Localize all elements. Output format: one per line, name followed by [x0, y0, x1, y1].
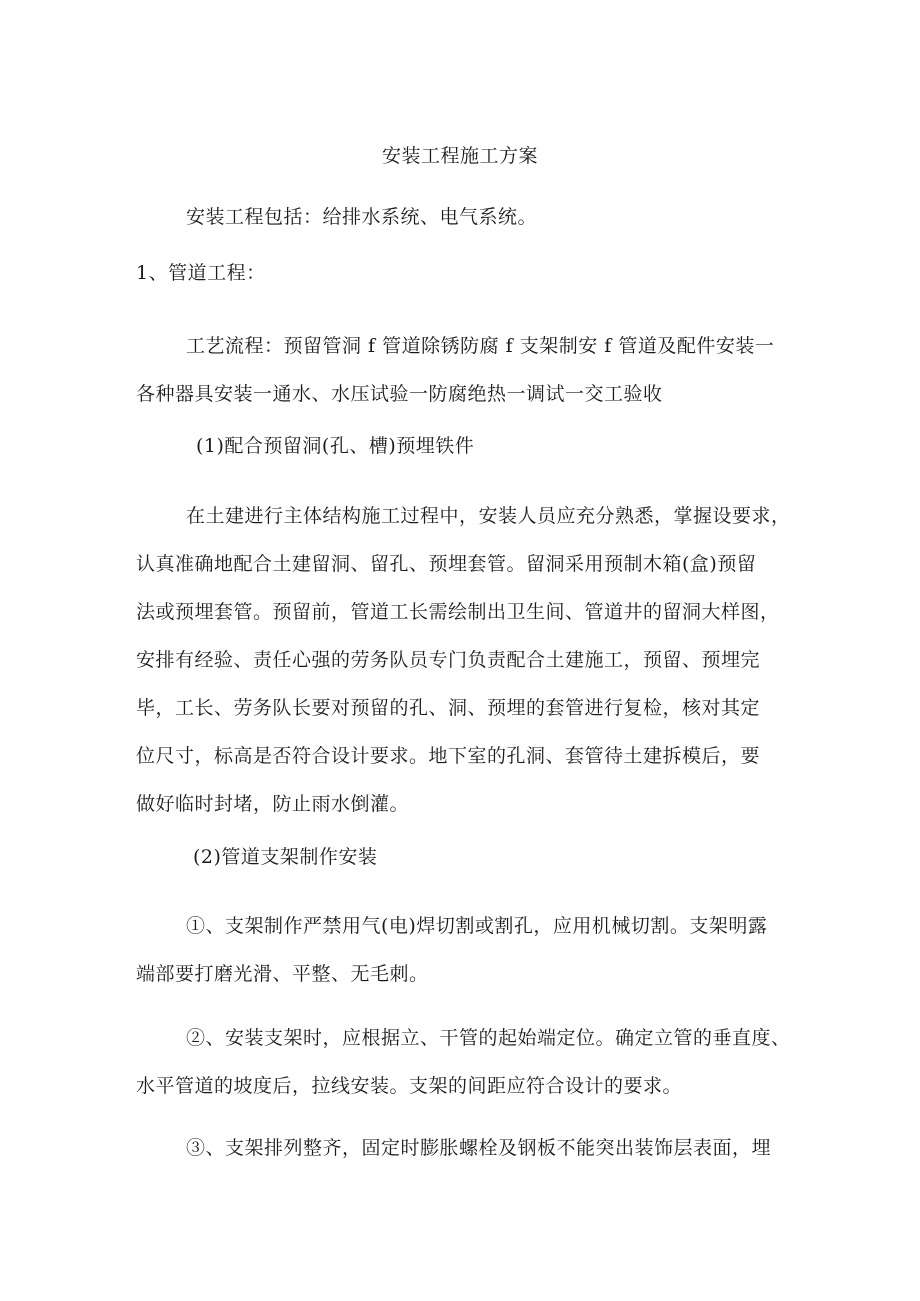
list-item-2-line-1: ②、安装支架时，应根据立、干管的起始端定位。确定立管的垂直度、	[186, 1027, 791, 1049]
list-item-3-line-1: ③、支架排列整齐，固定时膨胀螺栓及钢板不能突出装饰层表面，埋	[186, 1137, 772, 1159]
section-heading-pipe-works: 1、管道工程：	[136, 262, 266, 284]
subsection-heading-pipe-supports: (2)管道支架制作安装	[193, 846, 378, 868]
paragraph-line: 安排有经验、责任心强的劳务队员专门负责配合土建施工，预留、预埋完	[136, 649, 761, 671]
list-item-1-line-1: ①、支架制作严禁用气(电)焊切割或割孔，应用机械切割。支架明露	[186, 915, 768, 937]
list-item-1-line-2: 端部要打磨光滑、平整、无毛刺。	[136, 963, 429, 985]
paragraph-line: 位尺寸，标高是否符合设计要求。地下室的孔洞、套管待土建拆模后，要	[136, 745, 761, 767]
process-flow-line-2: 各种器具安装一通水、水压试验一防腐绝热一调试一交工验收	[136, 383, 663, 405]
process-flow-line-1: 工艺流程：预留管洞 f 管道除锈防腐 f 支架制安 f 管道及配件安装一	[186, 335, 775, 357]
paragraph-line: 法或预埋套管。预留前，管道工长需绘制出卫生间、管道井的留洞大样图，	[136, 601, 780, 623]
paragraph-line: 做好临时封堵，防止雨水倒灌。	[136, 793, 410, 815]
list-item-2-line-2: 水平管道的坡度后，拉线安装。支架的间距应符合设计的要求。	[136, 1075, 683, 1097]
intro-text: 安装工程包括：给排水系统、电气系统。	[186, 206, 538, 228]
paragraph-line: 在土建进行主体结构施工过程中，安装人员应充分熟悉，掌握设要求，	[186, 505, 791, 527]
document-title: 安装工程施工方案	[381, 145, 538, 167]
paragraph-line: 认真准确地配合土建留洞、留孔、预埋套管。留洞采用预制木箱(盒)预留	[136, 553, 757, 575]
paragraph-line: 毕，工长、劳务队长要对预留的孔、洞、预埋的套管进行复检，核对其定	[136, 697, 761, 719]
subsection-heading-reserved-holes: (1)配合预留洞(孔、槽)预埋铁件	[196, 435, 475, 457]
